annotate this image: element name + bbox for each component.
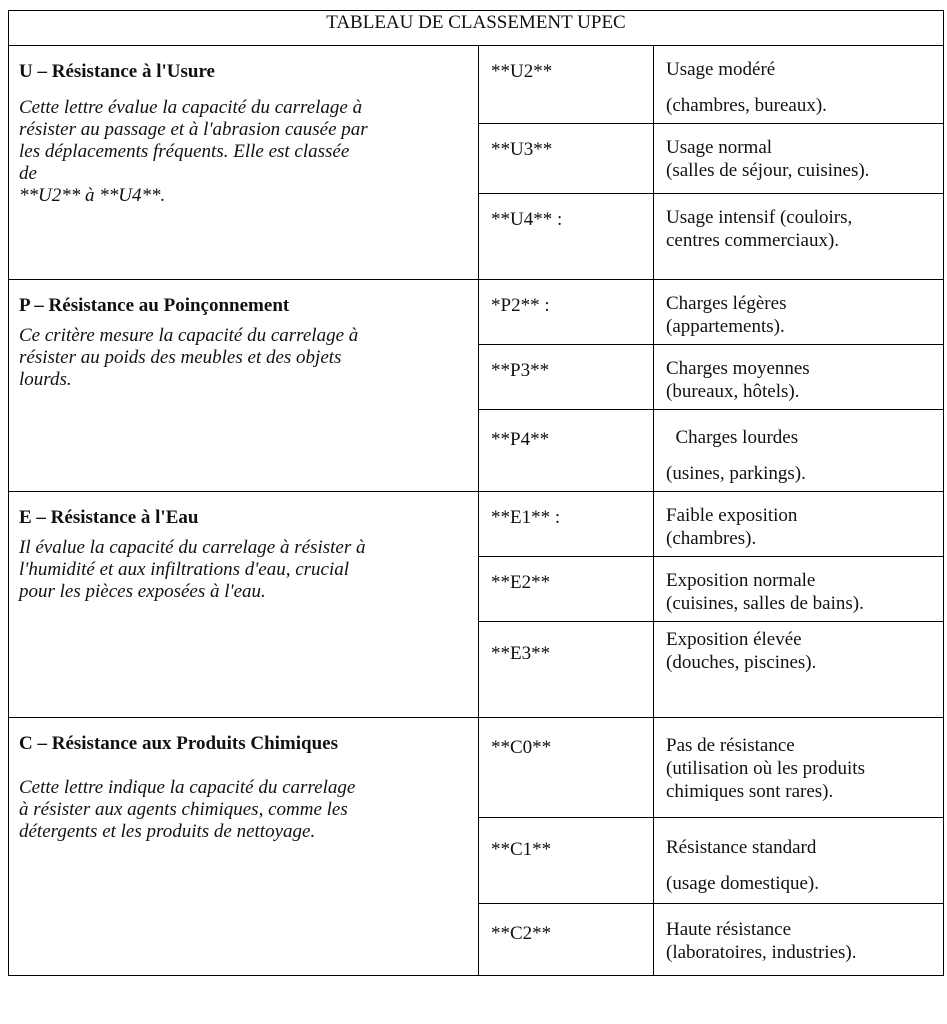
label-line: Pas de résistance	[666, 735, 795, 756]
label-cell	[654, 818, 944, 904]
label-line: Exposition normale	[666, 570, 816, 591]
section-description: Cette lettre évalue la capacité du carrelage à résister au passage et à l'abrasion causée par les déplacements fréquents. Elle est classée de **U2** à **U4**.	[19, 97, 368, 206]
code-cell: **P3**	[479, 345, 654, 410]
label-line: Charges légères	[666, 293, 787, 314]
label-cell	[654, 345, 944, 410]
label-line: (salles de séjour, cuisines).	[666, 160, 870, 181]
code-cell: **U2**	[479, 46, 654, 124]
label-cell	[654, 280, 944, 345]
table-row	[9, 718, 944, 818]
label-line: (usines, parkings).	[666, 463, 806, 484]
code-cell: **U4** :	[479, 194, 654, 280]
label-line: Résistance standard	[666, 837, 817, 858]
code-cell: **C1**	[479, 818, 654, 904]
label-cell	[654, 410, 944, 492]
section-description: Cette lettre indique la capacité du carrelage à résister aux agents chimiques, comme les détergents et les produits de nettoyage.	[19, 777, 356, 842]
label-line: centres commerciaux).	[666, 230, 840, 251]
label-line: Haute résistance	[666, 919, 792, 940]
label-line: (appartements).	[666, 316, 785, 337]
section-heading: E – Résistance à l'Eau	[19, 507, 199, 528]
label-cell	[654, 46, 944, 124]
code-cell: **P4**	[479, 410, 654, 492]
label-line: Charges moyennes	[666, 358, 810, 379]
label-cell	[654, 492, 944, 557]
table-row	[9, 46, 944, 124]
upec-classification-table	[8, 10, 944, 976]
label-line: (utilisation où les produits	[666, 758, 865, 779]
label-cell	[654, 904, 944, 976]
label-line: Usage normal	[666, 137, 773, 158]
label-cell	[654, 194, 944, 280]
table-title-row	[9, 11, 944, 46]
label-line: (chambres).	[666, 528, 757, 549]
label-cell	[654, 124, 944, 194]
label-line: (cuisines, salles de bains).	[666, 593, 864, 614]
table-row	[9, 492, 944, 557]
label-cell	[654, 622, 944, 718]
code-cell: **U3**	[479, 124, 654, 194]
label-cell	[654, 557, 944, 622]
label-line: (usage domestique).	[666, 873, 820, 894]
section-e-cell	[9, 492, 479, 718]
section-heading: U – Résistance à l'Usure	[19, 61, 215, 82]
label-line: (chambres, bureaux).	[666, 95, 827, 116]
code-cell: **E3**	[479, 622, 654, 718]
label-line: (laboratoires, industries).	[666, 942, 857, 963]
table-row	[9, 280, 944, 345]
code-cell: **E2**	[479, 557, 654, 622]
code-cell: **E1** :	[479, 492, 654, 557]
label-line: Exposition élevée	[666, 629, 802, 650]
label-cell	[654, 718, 944, 818]
section-description: Il évalue la capacité du carrelage à résister à l'humidité et aux infiltrations d'eau, crucial pour les pièces exposées à l'eau.	[19, 537, 366, 602]
code-cell: *P2** :	[479, 280, 654, 345]
section-c-cell	[9, 718, 479, 976]
label-line: chimiques sont rares).	[666, 781, 834, 802]
code-cell: **C2**	[479, 904, 654, 976]
section-heading: P – Résistance au Poinçonnement	[19, 295, 290, 316]
label-line: Charges lourdes	[666, 427, 799, 448]
table-title: TABLEAU DE CLASSEMENT UPEC	[9, 11, 944, 46]
section-p-cell	[9, 280, 479, 492]
section-description: Ce critère mesure la capacité du carrelage à résister au poids des meubles et des objets lourds.	[19, 325, 359, 390]
label-line: (bureaux, hôtels).	[666, 381, 800, 402]
label-line: Usage modéré	[666, 59, 776, 80]
label-line: (douches, piscines).	[666, 652, 817, 673]
section-heading: C – Résistance aux Produits Chimiques	[19, 733, 338, 754]
label-line: Usage intensif (couloirs,	[666, 207, 853, 228]
code-cell: **C0**	[479, 718, 654, 818]
section-u-cell	[9, 46, 479, 280]
label-line: Faible exposition	[666, 505, 798, 526]
